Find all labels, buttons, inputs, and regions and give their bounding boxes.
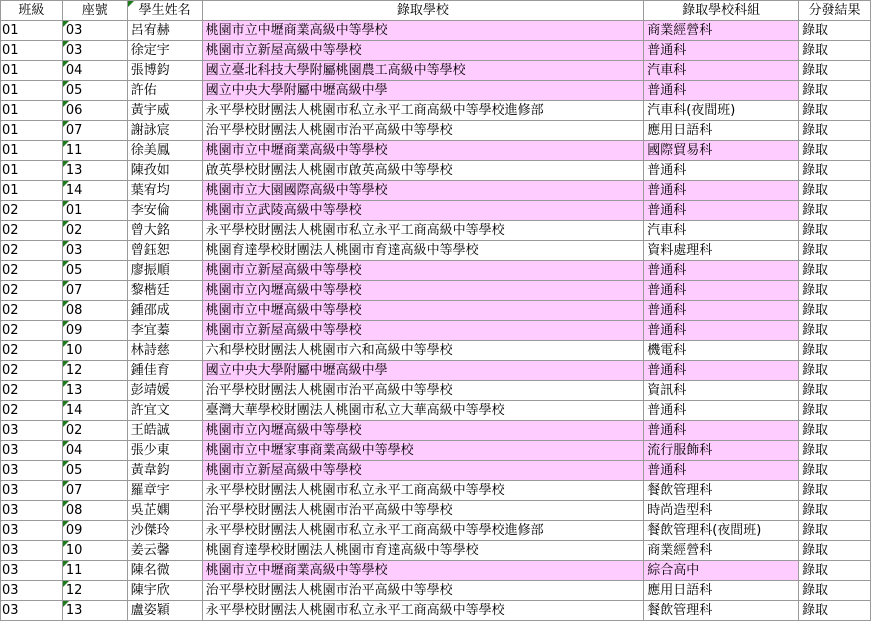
cell-class[interactable]: 02 [1, 241, 63, 261]
table-row [1, 521, 871, 541]
cell-department[interactable]: 普通科 [644, 161, 799, 181]
cell-department[interactable]: 普通科 [644, 301, 799, 321]
cell-student-name[interactable]: 羅章宇 [127, 481, 202, 501]
cell-admitted-school[interactable]: 臺灣大華學校財團法人桃園市私立大華高級中等學校 [202, 401, 644, 421]
cell-student-name[interactable]: 鍾邵成 [127, 301, 202, 321]
cell-department[interactable]: 普通科 [644, 461, 799, 481]
cell-admitted-school[interactable]: 永平學校財團法人桃園市私立永平工商高級中等學校進修部 [202, 101, 644, 121]
cell-admitted-school[interactable]: 桃園市立中壢高級中等學校 [202, 301, 644, 321]
cell-seat[interactable]: 08 [62, 501, 127, 521]
cell-admitted-school[interactable]: 桃園市立武陵高級中等學校 [202, 201, 644, 221]
cell-seat[interactable]: 04 [62, 61, 127, 81]
cell-result[interactable]: 錄取 [799, 181, 871, 201]
cell-department[interactable]: 普通科 [644, 321, 799, 341]
cell-result[interactable]: 錄取 [799, 481, 871, 501]
table-row [1, 361, 871, 381]
table-row [1, 381, 871, 401]
cell-admitted-school[interactable]: 桃園市立新屋高級中等學校 [202, 261, 644, 281]
cell-student-name[interactable]: 廖振順 [127, 261, 202, 281]
cell-result[interactable]: 錄取 [799, 461, 871, 481]
cell-student-name[interactable]: 李宜蓁 [127, 321, 202, 341]
cell-admitted-school[interactable]: 桃園市立新屋高級中等學校 [202, 41, 644, 61]
table-row [1, 441, 871, 461]
cell-admitted-school[interactable]: 桃園市立新屋高級中等學校 [202, 321, 644, 341]
cell-class[interactable]: 01 [1, 81, 63, 101]
cell-result[interactable]: 錄取 [799, 401, 871, 421]
cell-class[interactable]: 02 [1, 361, 63, 381]
cell-result[interactable]: 錄取 [799, 381, 871, 401]
cell-admitted-school[interactable]: 國立中央大學附屬中壢高級中學 [202, 361, 644, 381]
cell-student-name[interactable]: 吳芷嫻 [127, 501, 202, 521]
cell-department[interactable]: 普通科 [644, 421, 799, 441]
table-row [1, 301, 871, 321]
cell-result[interactable]: 錄取 [799, 341, 871, 361]
cell-student-name[interactable]: 謝詠宸 [127, 121, 202, 141]
table-row [1, 241, 871, 261]
cell-department[interactable]: 汽車科 [644, 221, 799, 241]
cell-student-name[interactable]: 盧姿穎 [127, 601, 202, 621]
header-seat[interactable]: 座號 [62, 1, 127, 21]
table-row [1, 321, 871, 341]
cell-class[interactable]: 02 [1, 381, 63, 401]
table-row [1, 601, 871, 621]
cell-admitted-school[interactable]: 治平學校財團法人桃園市治平高級中等學校 [202, 581, 644, 601]
cell-student-name[interactable]: 姜云馨 [127, 541, 202, 561]
table-row [1, 561, 871, 581]
cell-department[interactable]: 資料處理科 [644, 241, 799, 261]
cell-student-name[interactable]: 沙傑玲 [127, 521, 202, 541]
cell-admitted-school[interactable]: 桃園市立中壢家事商業高級中等學校 [202, 441, 644, 461]
cell-department[interactable]: 普通科 [644, 261, 799, 281]
cell-student-name[interactable]: 林詩慈 [127, 341, 202, 361]
cell-department[interactable]: 商業經營科 [644, 21, 799, 41]
cell-admitted-school[interactable]: 桃園市立內壢高級中等學校 [202, 421, 644, 441]
cell-result[interactable]: 錄取 [799, 601, 871, 621]
cell-admitted-school[interactable]: 桃園市立中壢商業高級中等學校 [202, 21, 644, 41]
cell-result[interactable]: 錄取 [799, 261, 871, 281]
cell-result[interactable]: 錄取 [799, 61, 871, 81]
cell-class[interactable]: 03 [1, 441, 63, 461]
table-row [1, 461, 871, 481]
cell-result[interactable]: 錄取 [799, 321, 871, 341]
cell-result[interactable]: 錄取 [799, 81, 871, 101]
cell-result[interactable]: 錄取 [799, 101, 871, 121]
table-row [1, 181, 871, 201]
table-row [1, 101, 871, 121]
cell-student-name[interactable]: 黃宇威 [127, 101, 202, 121]
table-row [1, 261, 871, 281]
cell-department[interactable]: 普通科 [644, 401, 799, 421]
table-row [1, 541, 871, 561]
header-row [1, 1, 871, 21]
cell-result[interactable]: 錄取 [799, 21, 871, 41]
cell-department[interactable]: 資訊科 [644, 381, 799, 401]
cell-student-name[interactable]: 許佑 [127, 81, 202, 101]
cell-seat[interactable]: 05 [62, 261, 127, 281]
cell-admitted-school[interactable]: 永平學校財團法人桃園市私立永平工商高級中等學校 [202, 601, 644, 621]
cell-class[interactable]: 02 [1, 281, 63, 301]
cell-admitted-school[interactable]: 永平學校財團法人桃園市私立永平工商高級中等學校 [202, 481, 644, 501]
cell-seat[interactable]: 05 [62, 461, 127, 481]
cell-class[interactable]: 02 [1, 221, 63, 241]
table-row [1, 221, 871, 241]
table-row [1, 201, 871, 221]
cell-result[interactable]: 錄取 [799, 301, 871, 321]
cell-seat[interactable]: 12 [62, 361, 127, 381]
table-row [1, 581, 871, 601]
cell-admitted-school[interactable]: 桃園市立中壢商業高級中等學校 [202, 561, 644, 581]
cell-seat[interactable]: 11 [62, 561, 127, 581]
cell-department[interactable]: 普通科 [644, 201, 799, 221]
cell-student-name[interactable]: 陳孜如 [127, 161, 202, 181]
cell-seat[interactable]: 11 [62, 141, 127, 161]
cell-result[interactable]: 錄取 [799, 581, 871, 601]
cell-student-name[interactable]: 曾鈺恕 [127, 241, 202, 261]
table-row [1, 401, 871, 421]
cell-class[interactable]: 02 [1, 401, 63, 421]
cell-class[interactable]: 03 [1, 481, 63, 501]
table-row [1, 81, 871, 101]
cell-result[interactable]: 錄取 [799, 41, 871, 61]
cell-department[interactable]: 普通科 [644, 81, 799, 101]
cell-student-name[interactable]: 李安倫 [127, 201, 202, 221]
cell-student-name[interactable]: 張博鈞 [127, 61, 202, 81]
header-student-name[interactable]: 學生姓名 [127, 1, 202, 21]
cell-result[interactable]: 錄取 [799, 521, 871, 541]
cell-department[interactable]: 普通科 [644, 281, 799, 301]
table-row [1, 41, 871, 61]
cell-student-name[interactable]: 陳名微 [127, 561, 202, 581]
cell-class[interactable]: 01 [1, 181, 63, 201]
table-row [1, 481, 871, 501]
cell-seat[interactable]: 13 [62, 601, 127, 621]
cell-admitted-school[interactable]: 桃園育達學校財團法人桃園市育達高級中等學校 [202, 241, 644, 261]
cell-admitted-school[interactable]: 桃園育達學校財團法人桃園市育達高級中等學校 [202, 541, 644, 561]
cell-seat[interactable]: 10 [62, 341, 127, 361]
cell-admitted-school[interactable]: 桃園市立大園國際高級中等學校 [202, 181, 644, 201]
cell-department[interactable]: 餐飲管理科 [644, 601, 799, 621]
cell-class[interactable]: 03 [1, 581, 63, 601]
cell-student-name[interactable]: 曾大銘 [127, 221, 202, 241]
header-department[interactable]: 錄取學校科組 [644, 1, 799, 21]
cell-result[interactable]: 錄取 [799, 161, 871, 181]
cell-student-name[interactable]: 鍾佳育 [127, 361, 202, 381]
cell-department[interactable]: 應用日語科 [644, 121, 799, 141]
cell-result[interactable]: 錄取 [799, 541, 871, 561]
cell-seat[interactable]: 10 [62, 541, 127, 561]
cell-class[interactable]: 01 [1, 101, 63, 121]
cell-student-name[interactable]: 許宜文 [127, 401, 202, 421]
cell-student-name[interactable]: 張少東 [127, 441, 202, 461]
cell-seat[interactable]: 02 [62, 421, 127, 441]
cell-class[interactable]: 03 [1, 541, 63, 561]
cell-admitted-school[interactable]: 桃園市立新屋高級中等學校 [202, 461, 644, 481]
cell-student-name[interactable]: 徐美鳳 [127, 141, 202, 161]
cell-department[interactable]: 機電科 [644, 341, 799, 361]
table-row [1, 161, 871, 181]
cell-class[interactable]: 01 [1, 161, 63, 181]
cell-seat[interactable]: 13 [62, 161, 127, 181]
cell-department[interactable]: 綜合高中 [644, 561, 799, 581]
header-class[interactable]: 班級 [1, 1, 63, 21]
cell-result[interactable]: 錄取 [799, 141, 871, 161]
cell-admitted-school[interactable]: 桃園市立內壢高級中等學校 [202, 281, 644, 301]
header-result[interactable]: 分發結果 [799, 1, 871, 21]
cell-result[interactable]: 錄取 [799, 121, 871, 141]
table-row [1, 421, 871, 441]
table-row [1, 501, 871, 521]
cell-class[interactable]: 03 [1, 461, 63, 481]
cell-student-name[interactable]: 王皓誠 [127, 421, 202, 441]
cell-seat[interactable]: 08 [62, 301, 127, 321]
cell-seat[interactable]: 03 [62, 241, 127, 261]
cell-result[interactable]: 錄取 [799, 421, 871, 441]
cell-class[interactable]: 02 [1, 201, 63, 221]
cell-seat[interactable]: 14 [62, 401, 127, 421]
cell-class[interactable]: 02 [1, 261, 63, 281]
cell-department[interactable]: 應用日語科 [644, 581, 799, 601]
cell-seat[interactable]: 03 [62, 41, 127, 61]
cell-department[interactable]: 商業經營科 [644, 541, 799, 561]
cell-department[interactable]: 餐飲管理科(夜間班) [644, 521, 799, 541]
cell-admitted-school[interactable]: 桃園市立中壢商業高級中等學校 [202, 141, 644, 161]
table-row [1, 21, 871, 41]
cell-class[interactable]: 03 [1, 501, 63, 521]
cell-student-name[interactable]: 葉宥均 [127, 181, 202, 201]
cell-result[interactable]: 錄取 [799, 221, 871, 241]
cell-admitted-school[interactable]: 永平學校財團法人桃園市私立永平工商高級中等學校進修部 [202, 521, 644, 541]
cell-seat[interactable]: 09 [62, 321, 127, 341]
cell-admitted-school[interactable]: 啟英學校財團法人桃園市啟英高級中等學校 [202, 161, 644, 181]
table-row [1, 281, 871, 301]
cell-class[interactable]: 03 [1, 421, 63, 441]
table-row [1, 61, 871, 81]
cell-seat[interactable]: 07 [62, 481, 127, 501]
cell-result[interactable]: 錄取 [799, 361, 871, 381]
cell-admitted-school[interactable]: 國立中央大學附屬中壢高級中學 [202, 81, 644, 101]
cell-class[interactable]: 01 [1, 41, 63, 61]
cell-seat[interactable]: 07 [62, 121, 127, 141]
cell-department[interactable]: 普通科 [644, 181, 799, 201]
header-admitted-school[interactable]: 錄取學校 [202, 1, 644, 21]
cell-student-name[interactable]: 呂宥赫 [127, 21, 202, 41]
cell-class[interactable]: 03 [1, 561, 63, 581]
cell-student-name[interactable]: 徐定宇 [127, 41, 202, 61]
cell-department[interactable]: 普通科 [644, 361, 799, 381]
cell-result[interactable]: 錄取 [799, 241, 871, 261]
cell-admitted-school[interactable]: 治平學校財團法人桃園市治平高級中等學校 [202, 121, 644, 141]
cell-result[interactable]: 錄取 [799, 501, 871, 521]
cell-result[interactable]: 錄取 [799, 561, 871, 581]
cell-seat[interactable]: 13 [62, 381, 127, 401]
cell-seat[interactable]: 09 [62, 521, 127, 541]
cell-class[interactable]: 03 [1, 601, 63, 621]
cell-seat[interactable]: 01 [62, 201, 127, 221]
cell-student-name[interactable]: 黃韋鈞 [127, 461, 202, 481]
table-row [1, 141, 871, 161]
cell-department[interactable]: 國際貿易科 [644, 141, 799, 161]
cell-department[interactable]: 餐飲管理科 [644, 481, 799, 501]
cell-department[interactable]: 流行服飾科 [644, 441, 799, 461]
cell-admitted-school[interactable]: 國立臺北科技大學附屬桃園農工高級中等學校 [202, 61, 644, 81]
cell-admitted-school[interactable]: 治平學校財團法人桃園市治平高級中等學校 [202, 501, 644, 521]
cell-class[interactable]: 01 [1, 21, 63, 41]
cell-result[interactable]: 錄取 [799, 441, 871, 461]
cell-class[interactable]: 01 [1, 121, 63, 141]
cell-department[interactable]: 汽車科(夜間班) [644, 101, 799, 121]
cell-seat[interactable]: 03 [62, 21, 127, 41]
cell-class[interactable]: 02 [1, 301, 63, 321]
cell-seat[interactable]: 02 [62, 221, 127, 241]
cell-seat[interactable]: 05 [62, 81, 127, 101]
cell-result[interactable]: 錄取 [799, 281, 871, 301]
cell-class[interactable]: 03 [1, 521, 63, 541]
cell-department[interactable]: 汽車科 [644, 61, 799, 81]
cell-admitted-school[interactable]: 永平學校財團法人桃園市私立永平工商高級中等學校 [202, 221, 644, 241]
cell-student-name[interactable]: 黎楷廷 [127, 281, 202, 301]
cell-admitted-school[interactable]: 六和學校財團法人桃園市六和高級中等學校 [202, 341, 644, 361]
cell-seat[interactable]: 14 [62, 181, 127, 201]
cell-class[interactable]: 02 [1, 341, 63, 361]
cell-class[interactable]: 02 [1, 321, 63, 341]
cell-admitted-school[interactable]: 治平學校財團法人桃園市治平高級中等學校 [202, 381, 644, 401]
cell-seat[interactable]: 07 [62, 281, 127, 301]
cell-seat[interactable]: 12 [62, 581, 127, 601]
cell-student-name[interactable]: 彭靖媛 [127, 381, 202, 401]
cell-class[interactable]: 01 [1, 61, 63, 81]
cell-seat[interactable]: 06 [62, 101, 127, 121]
cell-student-name[interactable]: 陳宇欣 [127, 581, 202, 601]
cell-department[interactable]: 時尚造型科 [644, 501, 799, 521]
table-row [1, 121, 871, 141]
cell-seat[interactable]: 04 [62, 441, 127, 461]
cell-department[interactable]: 普通科 [644, 41, 799, 61]
cell-result[interactable]: 錄取 [799, 201, 871, 221]
cell-class[interactable]: 01 [1, 141, 63, 161]
table-row [1, 341, 871, 361]
